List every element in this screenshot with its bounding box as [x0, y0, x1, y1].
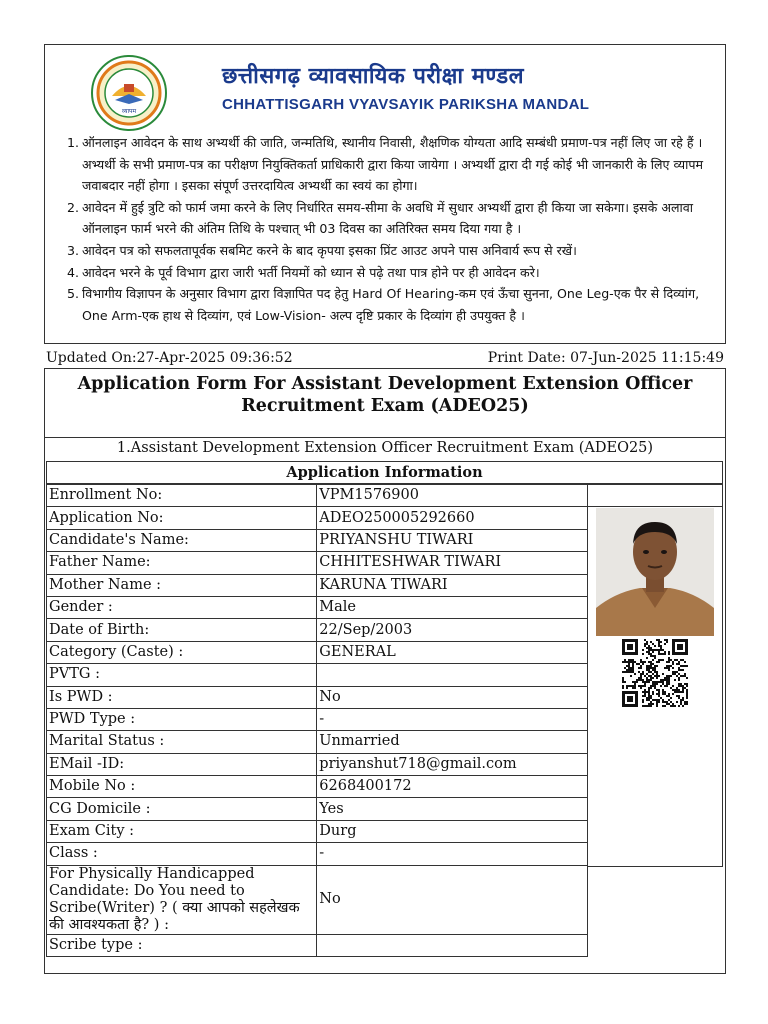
instruction-number: 1.: [67, 135, 80, 150]
field-value: [317, 934, 588, 956]
instruction-number: 4.: [67, 264, 80, 280]
instruction-item: [52, 283, 724, 326]
field-value: No: [317, 686, 588, 708]
field-label: For Physically Handicapped Candidate: Do You need to Scribe(Writer) ? ( क्या आपको सहलेखक की आवश्यकता है? ) :: [47, 865, 317, 934]
print-date: Print Date: 07-Jun-2025 11:15:49: [487, 350, 724, 366]
table-row: [47, 686, 588, 708]
instruction-number: 3.: [67, 242, 80, 258]
field-value: KARUNA TIWARI: [317, 574, 588, 596]
section-heading: Application Information: [46, 461, 723, 484]
field-label: PWD Type :: [47, 708, 317, 730]
field-label: Category (Caste) :: [47, 641, 317, 663]
table-row: [47, 619, 588, 641]
field-label: Father Name:: [47, 552, 317, 574]
qr-code: [620, 637, 690, 709]
table-row: [47, 574, 588, 596]
field-value: PRIYANSHU TIWARI: [317, 529, 588, 551]
field-label: Enrollment No:: [47, 485, 317, 507]
vyapam-logo: [90, 54, 168, 132]
instruction-text: विभागीय विज्ञापन के अनुसार विभाग द्वारा विज्ञापित पद हेतु Hard Of Hearing-कम एवं ऊँचा सुनना, One Leg-एक पैर से दिव्यांग, One Arm-एक हाथ से दिव्यांग, एवं Low-Vision- अल्प दृष्टि प्रकार के दिव्यांग ही उपयुक्त है ।: [82, 286, 700, 323]
org-name-english: CHHATTISGARH VYAVSAYIK PARIKSHA MANDAL: [222, 96, 590, 113]
org-name-hindi: छत्तीसगढ़ व्यावसायिक परीक्षा मण्डल: [222, 64, 525, 89]
field-label: Gender :: [47, 596, 317, 618]
field-value: GENERAL: [317, 641, 588, 663]
table-row: [47, 843, 588, 865]
application-info-table: [46, 484, 588, 957]
field-value: Yes: [317, 798, 588, 820]
instruction-text: आवेदन भरने के पूर्व विभाग द्वारा जारी भर्ती नियमों को ध्यान से पढ़े तथा पात्र होने पर ही आवेदन करे।: [82, 264, 540, 280]
field-value: [317, 664, 588, 686]
instruction-item: [52, 240, 724, 262]
table-row: [47, 731, 588, 753]
table-row: [47, 596, 588, 618]
field-value: 22/Sep/2003: [317, 619, 588, 641]
table-row: [47, 820, 588, 842]
blank-cell: [588, 484, 723, 507]
table-row: [47, 529, 588, 551]
field-label: Class :: [47, 843, 317, 865]
instructions-list: [52, 132, 724, 326]
field-label: CG Domicile :: [47, 798, 317, 820]
table-row: [47, 664, 588, 686]
table-row: [47, 552, 588, 574]
table-row: [47, 776, 588, 798]
candidate-photo: [596, 508, 714, 636]
field-value: -: [317, 708, 588, 730]
form-title: Application Form For Assistant Development Extension Officer Recruitment Exam (ADEO25): [77, 374, 693, 416]
instruction-number: 2.: [67, 199, 80, 215]
field-label: Candidate's Name:: [47, 529, 317, 551]
table-row: [47, 485, 588, 507]
field-label: Exam City :: [47, 820, 317, 842]
field-label: Date of Birth:: [47, 619, 317, 641]
table-row: [47, 641, 588, 663]
field-value: VPM1576900: [317, 485, 588, 507]
instruction-number: 5.: [67, 286, 80, 302]
updated-on: Updated On:27-Apr-2025 09:36:52: [46, 350, 293, 366]
field-label: EMail -ID:: [47, 753, 317, 775]
instruction-text: आवेदन पत्र को सफलतापूर्वक सबमिट करने के बाद कृपया इसका प्रिंट आउट अपने पास अनिवार्य रूप से रखें।: [82, 242, 577, 258]
table-row: [47, 934, 588, 956]
field-value: No: [317, 865, 588, 934]
field-value: priyanshut718@gmail.com: [317, 753, 588, 775]
field-label: Mother Name :: [47, 574, 317, 596]
field-value: 6268400172: [317, 776, 588, 798]
field-label: Is PWD :: [47, 686, 317, 708]
instruction-text: आवेदन में हुई त्रुटि को फार्म जमा करने के लिए निर्धारित समय-सीमा के अवधि में सुधार अभ्यर्थी द्वारा ही किया जा सकेगा। इसके अलावा ऑनलाइन फार्म भरने की अंतिम तिथि के पश्चात् भी 03 दिवस का अतिरिक्त समय दिया गया है ।: [82, 199, 694, 237]
instruction-item: [52, 132, 724, 197]
title-box: [44, 368, 726, 438]
field-label: Application No:: [47, 507, 317, 529]
table-row: [47, 507, 588, 529]
table-row: [47, 798, 588, 820]
table-row: [47, 865, 588, 934]
field-value: CHHITESHWAR TIWARI: [317, 552, 588, 574]
field-value: Durg: [317, 820, 588, 842]
table-row: [47, 753, 588, 775]
instruction-item: [52, 262, 724, 284]
exam-subtitle: 1.Assistant Development Extension Officer Recruitment Exam (ADEO25): [44, 437, 726, 459]
table-row: [47, 708, 588, 730]
field-label: Scribe type :: [47, 934, 317, 956]
field-label: Marital Status :: [47, 731, 317, 753]
field-value: Male: [317, 596, 588, 618]
field-label: Mobile No :: [47, 776, 317, 798]
field-label: PVTG :: [47, 664, 317, 686]
instruction-text: ऑनलाइन आवेदन के साथ अभ्यर्थी की जाति, जन्मतिथि, स्थानीय निवासी, शैक्षणिक योग्यता आदि सम्बंधी प्रमाण-पत्र नहीं लिए जा रहे हैं । अभ्यर्थी के सभी प्रमाण-पत्र का परीक्षण नियुक्तिकर्ता प्राधिकारी द्वारा किया जायेगा । अभ्यर्थी द्वारा दी गई कोई भी जानकारी के लिए व्यापम जवाबदार नहीं होगा । इसका संपूर्ण उत्तरदायित्व अभ्यर्थी का स्वयं का होगा।: [82, 135, 704, 194]
instruction-item: [52, 197, 724, 240]
field-value: -: [317, 843, 588, 865]
field-value: Unmarried: [317, 731, 588, 753]
logo-text: व्यापम: [121, 108, 137, 115]
field-value: ADEO250005292660: [317, 507, 588, 529]
